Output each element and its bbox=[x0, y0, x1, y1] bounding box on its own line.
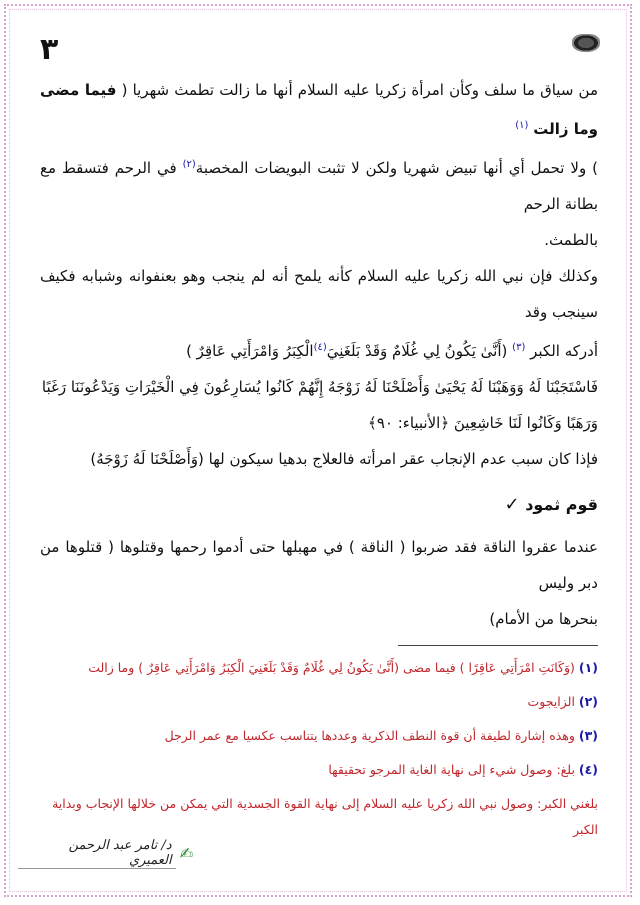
signature-text: د/ تامر عبد الرحمن العميري bbox=[18, 838, 176, 869]
thamud-line-2: بنحرها من الأمام) bbox=[489, 610, 598, 628]
text-line-2: ) ولا تحمل أي أنها تبيض شهريا ولكن لا تثبت البويضات المخصبة$^{(٢)}$ في الرحم فتسقط مع بطانة الرحم bbox=[40, 159, 598, 213]
footnote-4: (٤) بلغ: وصول شيء إلى نهاية الغاية المرجو تحقيقها bbox=[328, 762, 598, 777]
section-heading: قوم ثمود ✓ bbox=[504, 494, 598, 515]
quran-verse-line-2: وَرَهَبًا وَكَانُوا لَنَا خَاشِعِينَ ﴿الأنبياء: ٩٠﴾ bbox=[368, 414, 598, 432]
checkmark-icon: ✓ bbox=[504, 494, 520, 515]
footnote-ref-1: (١) bbox=[515, 120, 529, 131]
main-text bbox=[40, 72, 598, 637]
footnote-4-continued: بلغني الكبر: وصول نبي الله زكريا عليه السلام إلى نهاية القوة الجسدية التي يمكن من خلالها الإنجاب وبداية الكبر bbox=[52, 796, 598, 837]
thamud-line-1: عندما عقروا الناقة فقد ضربوا ( الناقة ) في مهبلها حتى أدموا رحمها وقتلوها ( قتلوها من دبر وليس bbox=[40, 538, 598, 592]
corner-ornament-icon bbox=[572, 34, 600, 52]
footnote-divider bbox=[398, 645, 598, 646]
footnote-3: (٣) وهذه إشارة لطيفة أن قوة النطف الذكرية وعددها يتناسب عكسيا مع عمر الرجل bbox=[164, 728, 598, 743]
footnote-1: (١) (وَكَانَتِ امْرَأَتِي عَاقِرًا ) فيما مضى (أَنَّىٰ يَكُونُ لِي غُلَامٌ وَقَدْ بَلَغَنِيَ الْكِبَرُ وَامْرَأَتِي عَاقِرٌ ) وما زالت bbox=[88, 660, 598, 675]
footnote-ref-3: (٣) bbox=[512, 342, 526, 353]
footnotes bbox=[40, 655, 598, 851]
text-line-5: أدركه الكبر $^{(٣)}$ (أَنَّىٰ يَكُونُ لِي غُلَامٌ وَقَدْ بَلَغَنِيَ$^{(٤)}$الْكِبَرُ وَامْرَأَتِي عَاقِرٌ ) bbox=[186, 342, 598, 360]
text-line-4: وكذلك فإن نبي الله زكريا عليه السلام كأنه يلمح أنه لم ينجب وهو بعنفوانه وشبابه فكيف سينجب وقد bbox=[40, 267, 598, 321]
pen-icon: ✍ bbox=[179, 843, 193, 863]
footnote-ref-4: (٤) bbox=[313, 342, 327, 353]
footnote-ref-2: (٢) bbox=[182, 159, 196, 170]
footnote-2: (٢) الزايجوت bbox=[527, 694, 598, 709]
page-number: ٣ bbox=[40, 32, 59, 67]
quran-verse-line-1: فَاسْتَجَبْنَا لَهُ وَوَهَبْنَا لَهُ يَحْيَىٰ وَأَصْلَحْنَا لَهُ زَوْجَهُ إِنَّهُمْ كَانُوا يُسَارِعُونَ فِي الْخَيْرَاتِ وَيَدْعُونَنَا رَغَبًا bbox=[41, 378, 598, 396]
text-line-1: من سياق ما سلف وكأن امرأة زكريا عليه السلام أنها ما زالت تطمث شهريا ( فيما مضى وما زالت $^{(١)}$ bbox=[40, 81, 598, 138]
text-line-8: فإذا كان سبب عدم الإنجاب عقر امرأته فالعلاج بدهيا سيكون لها (وَأَصْلَحْنَا لَهُ زَوْجَهُ) bbox=[90, 450, 598, 468]
text-line-3: بالطمث. bbox=[544, 231, 598, 249]
author-signature bbox=[18, 838, 193, 868]
